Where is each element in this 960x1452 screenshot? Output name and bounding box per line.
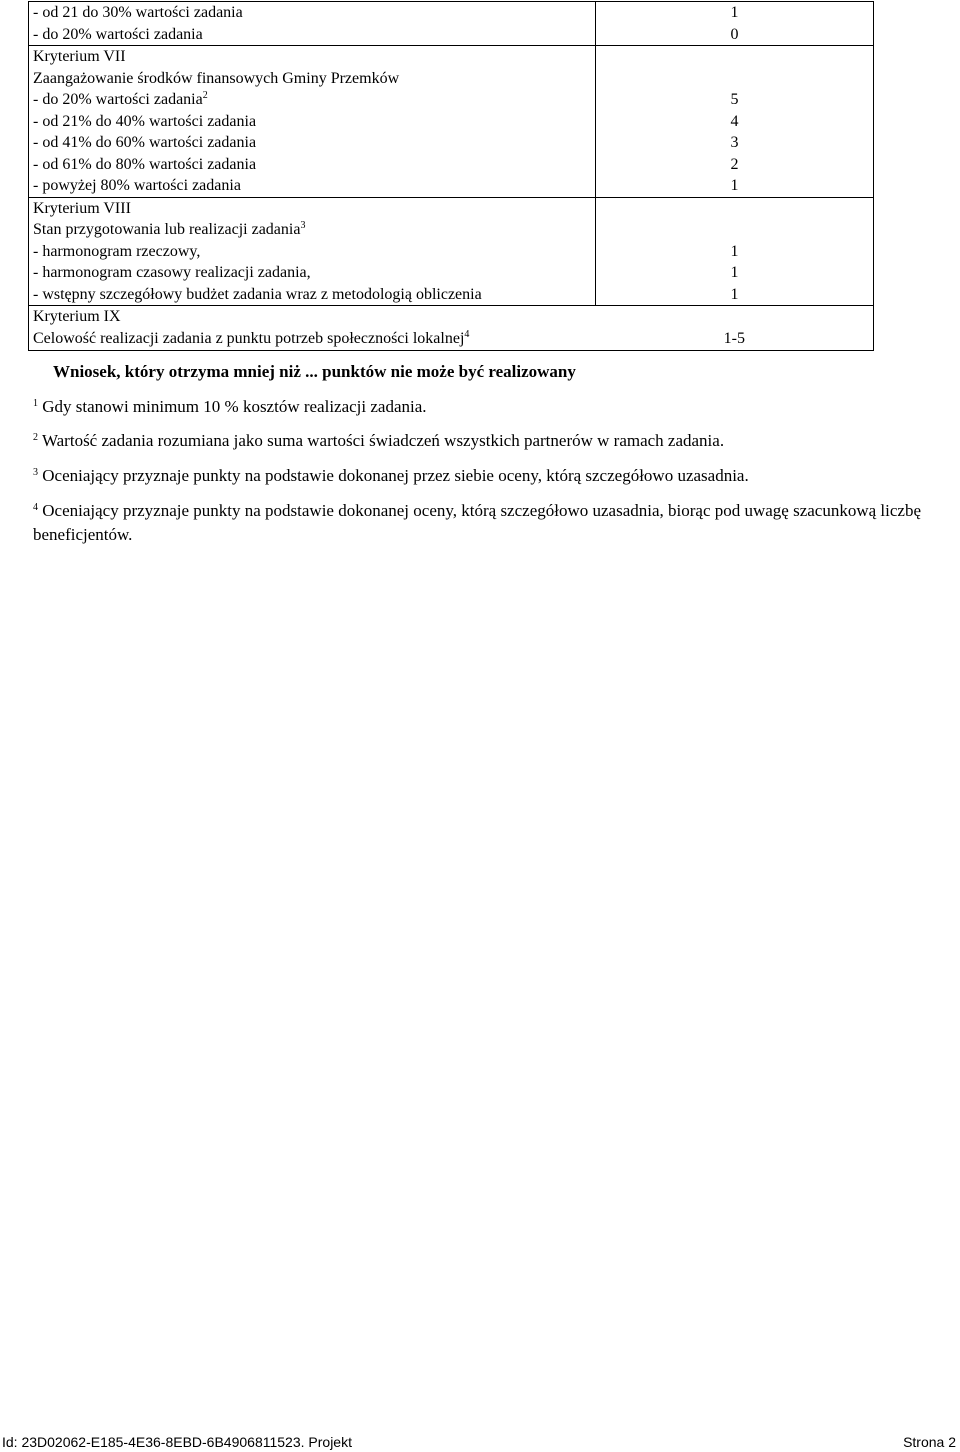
criteria-line: - od 61% do 80% wartości zadania — [33, 155, 257, 173]
score-value: 3 — [730, 134, 739, 151]
footnote-number: 3 — [33, 467, 38, 478]
score-value: 1 — [730, 242, 739, 260]
criterion-text-row — [29, 328, 873, 350]
criteria-line-text: - do 20% wartości zadania — [33, 91, 203, 108]
criteria-line: - powyżej 80% wartości zadania — [33, 177, 241, 194]
footnote-ref: 2 — [202, 90, 208, 101]
criteria-line: - harmonogram czasowy realizacji zadania, — [33, 264, 311, 281]
criteria-cell — [29, 2, 596, 46]
criteria-table — [28, 1, 874, 351]
footnote — [33, 395, 958, 419]
table-row — [29, 197, 874, 306]
score-cell — [596, 46, 874, 198]
score-value: 1 — [730, 177, 739, 194]
footnote — [33, 499, 958, 547]
footnote-text: Oceniający przyznaje punkty na podstawie dokonanej przez siebie oceny, którą szczegółowo uzasadnia. — [42, 466, 749, 485]
document-id-footer: Id: 23D02062-E185-4E36-8EBD-6B4906811523. Projekt — [2, 1434, 352, 1450]
score-value: 1 — [730, 264, 739, 281]
footnote — [33, 429, 958, 453]
criteria-line — [29, 89, 595, 111]
criterion-subtitle: Zaangażowanie środków finansowych Gminy Przemków — [33, 69, 400, 87]
criteria-cell — [29, 46, 596, 198]
criteria-line: - od 41% do 60% wartości zadania — [33, 134, 257, 151]
criteria-line: - do 20% wartości zadania — [33, 25, 203, 43]
footnote-ref: 3 — [300, 220, 306, 231]
criteria-line: - od 21 do 30% wartości zadania — [33, 4, 243, 21]
minimum-points-note: Wniosek, który otrzyma mniej niż ... punktów nie może być realizowany — [53, 362, 576, 381]
table-row — [29, 46, 874, 198]
criterion-subtitle — [29, 219, 595, 241]
footnote-ref: 4 — [464, 328, 470, 340]
footnote — [33, 464, 958, 488]
criteria-line: - od 21% do 40% wartości zadania — [33, 112, 257, 130]
page-number-footer: Strona 2 — [903, 1434, 956, 1450]
footnote-text: Gdy stanowi minimum 10 % kosztów realizacji zadania. — [42, 397, 427, 416]
criterion-subtitle-text: Stan przygotowania lub realizacji zadania — [33, 221, 301, 238]
score-value: 0 — [730, 25, 739, 43]
criteria-line: - harmonogram rzeczowy, — [33, 242, 201, 260]
criterion-text-body: Celowość realizacji zadania z punktu potrzeb społeczności lokalnej — [33, 329, 465, 347]
table-row — [29, 306, 874, 351]
criteria-cell — [29, 306, 874, 351]
table-row — [29, 2, 874, 46]
criterion-title: Kryterium IX — [33, 308, 121, 325]
footnote-number: 1 — [33, 398, 38, 409]
footnote-text: Wartość zadania rozumiana jako suma wartości świadczeń wszystkich partnerów w ramach zadania. — [41, 431, 725, 450]
criterion-text — [33, 328, 469, 350]
score-cell — [596, 197, 874, 306]
score-value: 4 — [730, 112, 739, 130]
score-value: 1 — [730, 285, 739, 303]
score-value: 1-5 — [723, 329, 745, 347]
footnote-number: 2 — [33, 432, 38, 443]
footnote-number: 4 — [33, 502, 38, 513]
score-value: 2 — [730, 155, 739, 173]
score-cell — [596, 2, 874, 46]
criteria-line: - wstępny szczegółowy budżet zadania wraz z metodologią obliczenia — [33, 285, 482, 303]
score-value: 1 — [730, 4, 739, 21]
criteria-cell — [29, 197, 596, 306]
score-value: 5 — [730, 91, 739, 108]
criterion-title: Kryterium VII — [33, 48, 126, 65]
footnote-text: Oceniający przyznaje punkty na podstawie dokonanej oceny, którą szczegółowo uzasadnia, biorąc pod uwagę szacunkową liczbę beneficjentów. — [33, 501, 922, 544]
criterion-title: Kryterium VIII — [33, 199, 131, 217]
